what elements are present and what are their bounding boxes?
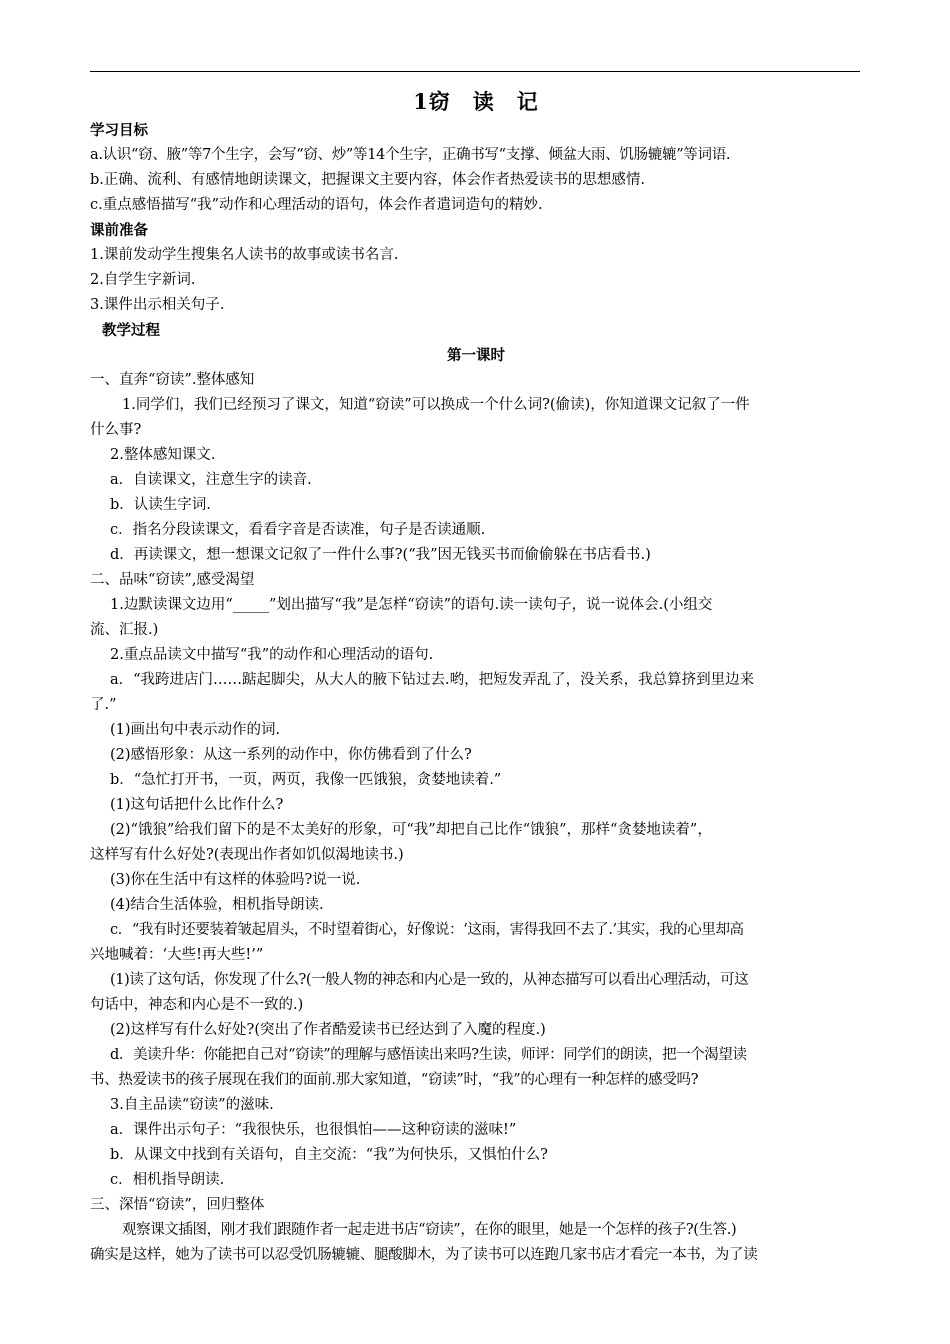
body-line: (2)这样写有什么好处?(突出了作者酷爱读书已经达到了入魔的程度.) bbox=[110, 1022, 546, 1038]
body-line: (2)“饿狼”给我们留下的是不太美好的形象，可“我”却把自己比作“饿狼”，那样“贪婪地读着”， bbox=[110, 822, 712, 838]
body-line: 兴地喊着：‘大些!再大些!’” bbox=[90, 947, 264, 963]
header-rule bbox=[90, 71, 860, 72]
body-line: 2.整体感知课文. bbox=[110, 447, 216, 463]
objective-item: b.正确、流利、有感情地朗读课文，把握课文主要内容，体会作者热爱读书的思想感情. bbox=[90, 172, 645, 188]
body-line: (4)结合生活体验，相机指导朗读. bbox=[110, 897, 324, 913]
body-line: 了.” bbox=[90, 697, 117, 713]
body-line: (2)感悟形象：从这一系列的动作中，你仿佛看到了什么? bbox=[110, 747, 472, 763]
preparation-item: 1.课前发动学生搜集名人读书的故事或读书名言. bbox=[90, 247, 399, 263]
preparation-item: 2.自学生字新词. bbox=[90, 272, 196, 288]
section-heading-objectives: 学习目标 bbox=[90, 122, 148, 139]
body-line: 1.同学们，我们已经预习了课文，知道“窃读”可以换成一个什么词?(偷读)，你知道课文记叙了一件 bbox=[122, 397, 750, 413]
lesson-title: 第一课时 bbox=[447, 347, 505, 364]
body-line: 观察课文插图，刚才我们跟随作者一起走进书店“窃读”，在你的眼里，她是一个怎样的孩子?(生答.) bbox=[122, 1222, 737, 1238]
body-line: 句话中，神态和内心是不一致的.) bbox=[90, 997, 304, 1013]
body-line: (1)画出句中表示动作的词. bbox=[110, 722, 281, 738]
body-line: (1)这句话把什么比作什么? bbox=[110, 797, 284, 813]
body-line: 1.边默读课文边用“_____”划出描写“我”是怎样“窃读”的语句.读一读句子，说一说体会.(小组交 bbox=[110, 597, 713, 613]
body-line: 三、深悟“窃读”，回归整体 bbox=[90, 1197, 265, 1213]
section-heading-process: 教学过程 bbox=[102, 322, 160, 339]
body-line: a．“我跨进店门……踮起脚尖，从大人的腋下钻过去.哟，把短发弄乱了，没关系，我总算挤到里边来 bbox=[110, 672, 755, 688]
objective-item: a.认识“窃、腋”等7个生字，会写“窃、炒”等14个生字，正确书写“支撑、倾盆大雨、饥肠辘辘”等词语. bbox=[90, 147, 731, 163]
body-line: b．从课文中找到有关语句，自主交流：“我”为何快乐，又惧怕什么? bbox=[110, 1147, 548, 1163]
body-line: 2.重点品读文中描写“我”的动作和心理活动的语句. bbox=[110, 647, 434, 663]
page-title: 1窃 读 记 bbox=[413, 89, 539, 114]
body-line: a．课件出示句子：“我很快乐，也很惧怕——这种窃读的滋味!” bbox=[110, 1122, 517, 1138]
body-line: 确实是这样，她为了读书可以忍受饥肠辘辘、腿酸脚木，为了读书可以连跑几家书店才看完一本书，为了读 bbox=[90, 1247, 758, 1263]
section-heading-preparation: 课前准备 bbox=[90, 222, 148, 239]
body-line: d．再读课文，想一想课文记叙了一件什么事?(“我”因无钱买书而偷偷躲在书店看书.) bbox=[110, 547, 651, 563]
document-body bbox=[90, 86, 862, 1268]
body-line: 二、品味“窃读”,感受渴望 bbox=[90, 572, 255, 588]
body-line: c．指名分段读课文，看看字音是否读准，句子是否读通顺. bbox=[110, 522, 486, 538]
preparation-item: 3.课件出示相关句子. bbox=[90, 297, 225, 313]
body-line: b．“急忙打开书，一页，两页，我像一匹饿狼，贪婪地读着.” bbox=[110, 772, 502, 788]
body-line: c．“我有时还要装着皱起眉头，不时望着街心，好像说：‘这雨，害得我回不去了.’其实，我的心里却高 bbox=[110, 922, 744, 938]
body-line: c．相机指导朗读. bbox=[110, 1172, 225, 1188]
body-line: 什么事? bbox=[90, 422, 142, 438]
body-line: b．认读生字词. bbox=[110, 497, 211, 513]
body-line: 书、热爱读书的孩子展现在我们的面前.那大家知道，“窃读”时，“我”的心理有一种怎样的感受吗? bbox=[90, 1072, 699, 1088]
body-line: d．美读升华：你能把自己对“窃读”的理解与感悟读出来吗?生读，师评：同学们的朗读，把一个渴望读 bbox=[110, 1047, 747, 1063]
body-line: 这样写有什么好处?(表现出作者如饥似渴地读书.) bbox=[90, 847, 404, 863]
body-line: a．自读课文，注意生字的读音. bbox=[110, 472, 312, 488]
body-line: 一、直奔“窃读”.整体感知 bbox=[90, 372, 255, 388]
body-line: (3)你在生活中有这样的体验吗?说一说. bbox=[110, 872, 361, 888]
objective-item: c.重点感悟描写“我”动作和心理活动的语句，体会作者遣词造句的精妙. bbox=[90, 197, 543, 213]
body-line: 流、汇报.) bbox=[90, 622, 159, 638]
body-line: (1)读了这句话，你发现了什么?(一般人物的神态和内心是一致的，从神态描写可以看出心理活动，可这 bbox=[110, 972, 749, 988]
body-line: 3.自主品读“窃读”的滋味. bbox=[110, 1097, 274, 1113]
